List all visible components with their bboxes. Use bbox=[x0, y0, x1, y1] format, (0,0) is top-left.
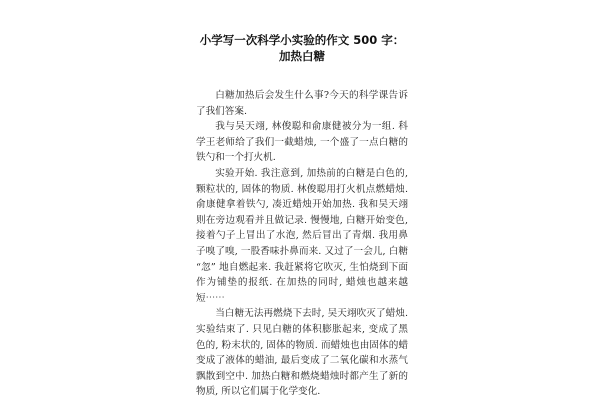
title-line-1: 小学写一次科学小实验的作文 500 字： bbox=[199, 33, 405, 47]
document-body bbox=[196, 88, 408, 400]
paragraph-4: 当白糖无法再燃烧下去时, 吴天翊吹灭了蜡烛. 实验结束了. 只见白糖的体积膨胀起来, 变成了黑色的, 粉末状的, 固体的物质. 而蜡烛也由固体的蜡变成了液体的蜡油, 最后变成了二氧化碳和水蒸气飘散到空中. 加热白糖和燃烧蜡烛时都产生了新的物质, 所以它们属于化学变化. bbox=[196, 308, 408, 398]
paragraph-1: 白糖加热后会发生什么事?今天的科学课告诉了我们答案. bbox=[196, 90, 408, 117]
document-page bbox=[196, 32, 408, 400]
document-title bbox=[196, 32, 408, 64]
paragraph-2: 我与吴天翊, 林俊聪和俞康健被分为一组. 科学王老师给了我们一截蜡烛, 一个盛了一点白糖的铁勺和一个打火机. bbox=[196, 121, 408, 164]
paragraph-3: 实验开始. 我注意到, 加热前的白糖是白色的, 颗粒状的, 固体的物质. 林俊聪用打火机点燃蜡烛. 俞康健拿着铁勺, 凑近蜡烛开始加热. 我和吴天翊则在旁边观看并且做记录. 慢慢地, 白糖开始变色, 接着勺子上冒出了水泡, 然后冒出了青烟. 我用鼻子嗅了嗅, 一股香味扑鼻而来. 又过了一会儿, 白糖 “忽” 地自燃起来. 我赶紧将它吹灭, 生怕烧到下面作为铺垫的报纸. 在加热的同时, 蜡烛也越来越短⋯⋯ bbox=[196, 167, 408, 304]
title-line-2: 加热白糖 bbox=[279, 49, 325, 63]
